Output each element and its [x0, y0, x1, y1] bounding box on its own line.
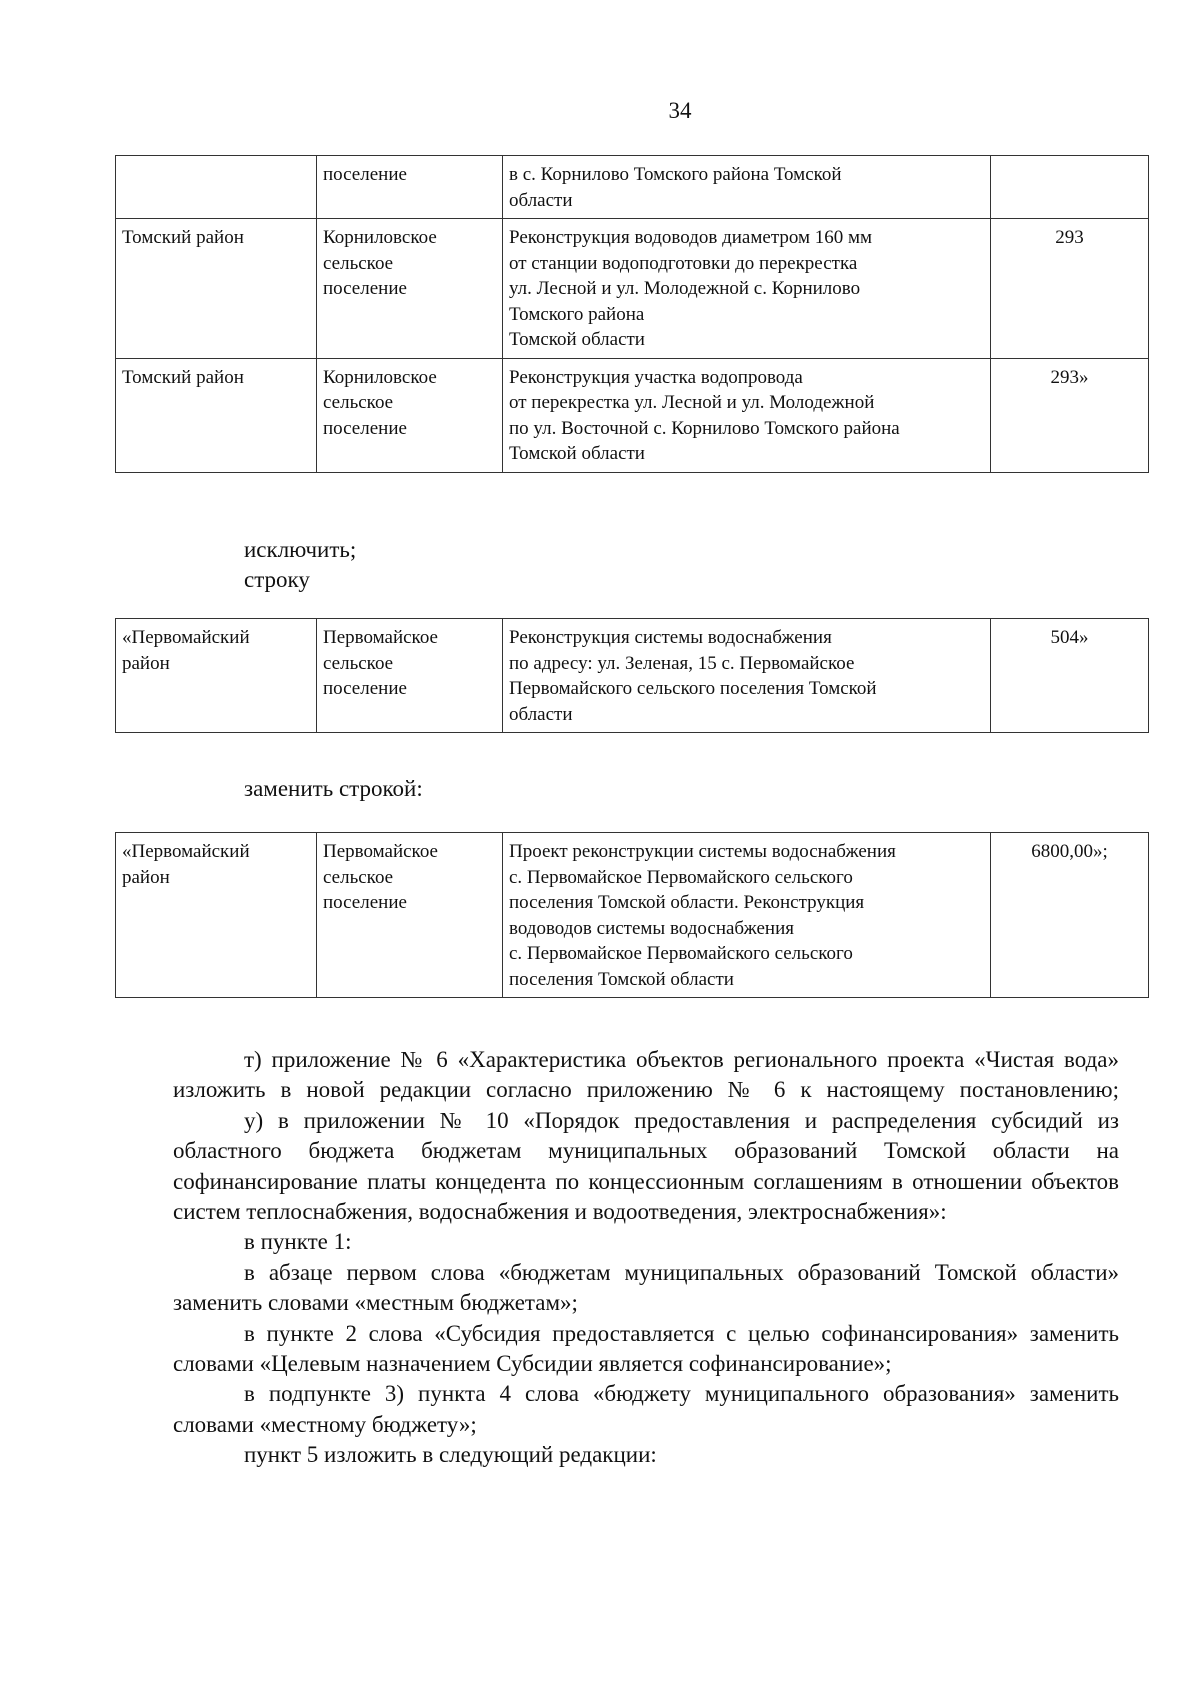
description-cell-line: Томской области — [509, 443, 645, 464]
description-cell-line: Томской области — [509, 329, 645, 350]
amount-cell-value: 504» — [1050, 627, 1089, 648]
table-1 — [115, 155, 1149, 473]
description-cell-line: Реконструкция системы водоснабжения — [509, 627, 832, 648]
settlement-cell-line: поселение — [323, 164, 407, 185]
district-cell — [116, 219, 317, 359]
table-row — [116, 219, 1149, 359]
district-cell-line: район — [122, 652, 170, 674]
table-row — [116, 358, 1149, 472]
description-cell — [503, 833, 991, 998]
settlement-cell — [317, 219, 503, 359]
settlement-cell — [317, 833, 503, 998]
description-cell-line: от перекрестка ул. Лесной и ул. Молодежной — [509, 392, 875, 413]
district-cell-line: Томский район — [122, 227, 244, 248]
amount-cell — [991, 358, 1149, 472]
page-number: 34 — [668, 98, 692, 123]
settlement-cell-line: Корниловское — [323, 227, 437, 248]
district-cell-line: Томский район — [122, 366, 244, 388]
settlement-cell — [317, 619, 503, 733]
district-cell — [116, 619, 317, 733]
settlement-cell — [317, 358, 503, 472]
paragraph-t: т) приложение № 6 «Характеристика объектов регионального проекта «Чистая вода» изложить в новой редакции согласно приложению № 6 к настоящему постановлению; — [173, 1047, 1119, 1103]
description-cell-line: поселения Томской области. Реконструкция — [509, 892, 865, 913]
description-cell-line: ул. Лесной и ул. Молодежной с. Корнилово — [509, 278, 861, 299]
description-cell-line: области — [509, 703, 573, 725]
description-cell — [503, 358, 991, 472]
district-cell — [116, 156, 317, 219]
settlement-cell-line: сельское — [323, 252, 394, 274]
description-cell-line: с. Первомайское Первомайского сельского — [509, 943, 853, 964]
text-exclude: исключить; — [244, 537, 357, 562]
settlement-cell-line: сельское — [323, 866, 394, 888]
settlement-cell-line: Первомайское — [323, 627, 438, 648]
table-row — [116, 833, 1149, 998]
amount-cell — [991, 156, 1149, 219]
amount-cell-value: 293 — [1055, 227, 1084, 248]
settlement-cell-line: поселение — [323, 892, 407, 913]
description-cell-line: водоводов системы водоснабжения — [509, 917, 794, 939]
district-cell-line: район — [122, 866, 170, 888]
settlement-cell-line: поселение — [323, 417, 407, 439]
description-cell — [503, 156, 991, 219]
settlement-cell-line: поселение — [323, 278, 407, 299]
district-cell-line: «Первомайский — [122, 841, 250, 862]
district-cell — [116, 833, 317, 998]
description-cell-line: по адресу: ул. Зеленая, 15 с. Первомайское — [509, 652, 855, 674]
paragraph-point-5: пункт 5 изложить в следующий редакции: — [244, 1442, 657, 1468]
paragraph-point-1: в пункте 1: — [244, 1229, 352, 1255]
paragraph-u: у) в приложении № 10 «Порядок предоставления и распределения субсидий из областного бюджета бюджетам муниципальных образований Томской области на софинансирование платы концедента по концессионным соглашениям в отношении объектов систем теплоснабжения, водоснабжения и водоотведения, электроснабжения»: — [173, 1107, 1119, 1225]
settlement-cell-line: Корниловское — [323, 366, 437, 388]
description-cell-line: Реконструкция участка водопровода — [509, 366, 803, 388]
description-cell-line: Проект реконструкции системы водоснабжения — [509, 841, 896, 862]
amount-cell — [991, 833, 1149, 998]
amount-cell-value: 6800,00»; — [1031, 841, 1108, 862]
settlement-cell — [317, 156, 503, 219]
amount-cell-value: 293» — [1050, 366, 1089, 388]
amount-cell — [991, 619, 1149, 733]
description-cell-line: поселения Томской области — [509, 968, 734, 990]
description-cell-line: от станции водоподготовки до перекрестка — [509, 252, 858, 274]
table-3 — [115, 832, 1149, 998]
paragraph-point-2: в пункте 2 слова «Субсидия предоставляется с целью софинансирования» заменить словами «Целевым назначением Субсидии является софинансирование»; — [173, 1320, 1119, 1377]
text-replace: заменить строкой: — [244, 776, 423, 801]
table-2 — [115, 618, 1149, 733]
table-row — [116, 619, 1149, 733]
settlement-cell-line: Первомайское — [323, 841, 438, 862]
description-cell-line: Первомайского сельского поселения Томской — [509, 678, 877, 699]
amount-cell — [991, 219, 1149, 359]
body-text — [173, 1045, 1119, 1471]
paragraph-paragraph-first: в абзаце первом слова «бюджетам муниципальных образований Томской области» заменить словами «местным бюджетам»; — [173, 1259, 1119, 1316]
description-cell-line: Реконструкция водоводов диаметром 160 мм — [509, 227, 873, 248]
description-cell-line: в с. Корнилово Томского района Томской — [509, 164, 842, 185]
description-cell — [503, 219, 991, 359]
settlement-cell-line: сельское — [323, 652, 394, 674]
description-cell — [503, 619, 991, 733]
paragraph-subpoint-3: в подпункте 3) пункта 4 слова «бюджету муниципального образования» заменить словами «местному бюджету»; — [173, 1381, 1119, 1437]
table-row — [116, 156, 1149, 219]
district-cell-line: «Первомайский — [122, 627, 250, 648]
description-cell-line: Томского района — [509, 303, 645, 325]
settlement-cell-line: поселение — [323, 678, 407, 699]
text-row: строку — [244, 567, 310, 592]
settlement-cell-line: сельское — [323, 392, 394, 413]
description-cell-line: области — [509, 189, 573, 211]
description-cell-line: по ул. Восточной с. Корнилово Томского района — [509, 417, 900, 439]
district-cell — [116, 358, 317, 472]
description-cell-line: с. Первомайское Первомайского сельского — [509, 866, 853, 888]
